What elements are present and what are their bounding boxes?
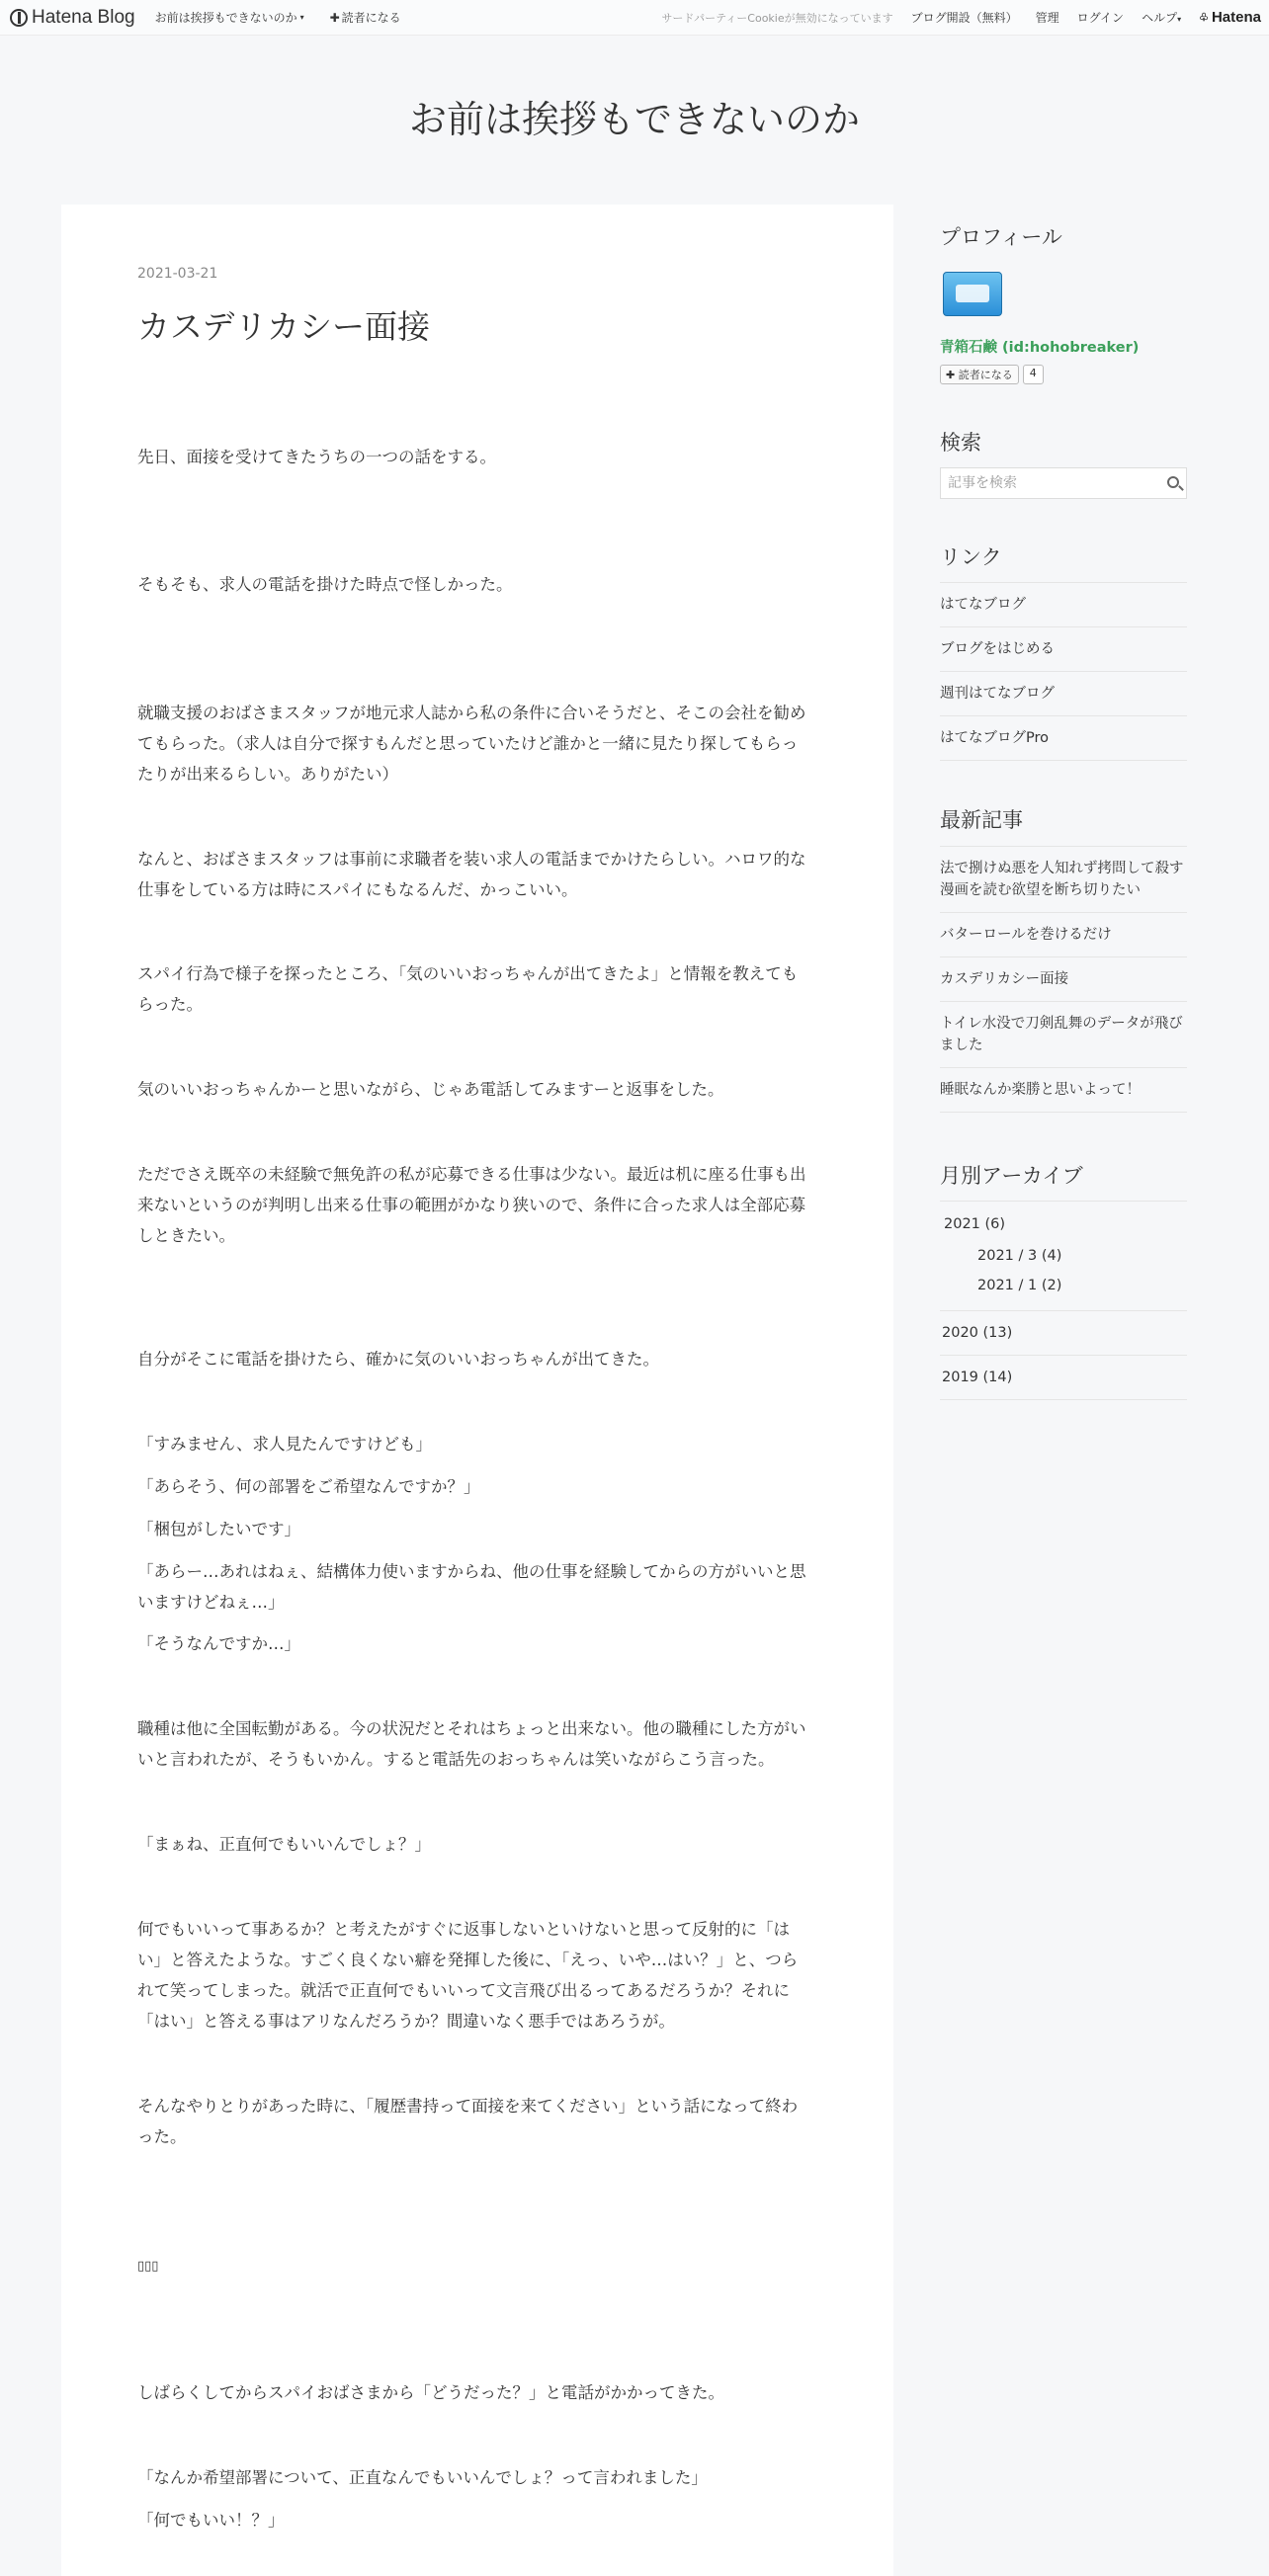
archive-month[interactable]: 2021 / 1 (2) (977, 1278, 1062, 1293)
hatena-bird-icon: ♧ (1199, 12, 1209, 24)
archive-heading: 月別アーカイブ (940, 1164, 1083, 1188)
entry-date[interactable]: 2021-03-21 (137, 266, 218, 282)
recent-entry[interactable]: トイレ水没で刀剣乱舞のデータが飛びました (940, 1002, 1187, 1068)
recent-entry[interactable]: 法で捌けぬ悪を人知れず拷問して殺す漫画を読む欲望を断ち切りたい (940, 847, 1187, 913)
search-box (940, 467, 1187, 499)
hatena-logo-icon (10, 9, 28, 27)
link-item[interactable]: ブログをはじめる (940, 627, 1187, 672)
caret-down-icon: ▾ (299, 13, 304, 22)
archive-year-label: 2021 (6) (944, 1216, 1006, 1232)
recent-heading: 最新記事 (940, 808, 1023, 832)
subscribe-text: 読者になる (341, 11, 401, 25)
paragraph: 何でもいいって事あるか？と考えたがすぐに返事しないといけないと思って反射的に「はい」と答えたような。すごく良くない癖を発揮した後に、「えっ、いや…はい？」と、つられて笑ってしまった。就活で正直何でもいいって文言飛び出るってあるだろうか？それに「はい」と答える事はアリなんだろうか？間違いなく悪手ではあろうが。 (137, 1920, 799, 2031)
archive-months (940, 1241, 1187, 1300)
paragraph: なんと、おばさまスタッフは事前に求職者を装い求人の電話までかけたらしい。ハロワ的な仕事をしている方は時にスパイにもなるんだ、かっこいい。 (137, 850, 806, 899)
paragraph: ただでさえ既卒の未経験で無免許の私が応募できる仕事は少ない。最近は机に座る仕事も出来ないというのが判明し出来る仕事の範囲がかなり狭いので、条件に合った求人は全部応募しときたい。 (137, 1165, 806, 1245)
archive-month[interactable]: 2021 / 3 (4) (977, 1248, 1062, 1264)
links-heading: リンク (940, 545, 1002, 569)
login-link[interactable]: ログイン (1076, 11, 1125, 25)
archive-year-2021[interactable] (940, 1202, 1187, 1311)
help-menu[interactable] (1142, 9, 1181, 26)
dialogue-line: 「あらー…あれはねぇ、結構体力使いますからね、他の仕事を経験してからの方がいいと思いますけどねぇ…」 (137, 1562, 806, 1612)
paragraph: しばらくしてからスパイおばさまから「どうだった？」と電話がかかってきた。 (137, 2383, 724, 2402)
dialogue-line: 「すみません、求人見たんですけども」 (137, 1435, 432, 1454)
blog-title[interactable]: お前は挨拶もできないのか (408, 98, 860, 141)
subscribe-button[interactable]: ✚ 読者になる (940, 365, 1019, 384)
admin-link[interactable]: 管理 (1035, 11, 1059, 25)
dialogue-line: 「まぁね、正直何でもいいんでしょ？」 (137, 1835, 431, 1854)
profile-heading: プロフィール (940, 225, 1062, 249)
search-input[interactable] (941, 468, 1148, 498)
link-item[interactable]: はてなブログPro (940, 716, 1187, 761)
archive-year-2019[interactable] (940, 1356, 1187, 1400)
plus-icon: ✚ (329, 10, 340, 25)
recent-list (940, 846, 1187, 1113)
dialogue-line: 「何でもいい！？」 (137, 2511, 285, 2530)
open-blog-link[interactable]: ブログ開設（無料） (910, 11, 1018, 25)
dialogue-line: 「なんか希望部署について、正直なんでもいいんでしょ？って言われました」 (137, 2468, 708, 2487)
recent-entry[interactable]: 睡眠なんか楽勝と思いよって！ (940, 1068, 1187, 1113)
avatar[interactable] (943, 272, 1002, 316)
search-heading: 検索 (940, 431, 981, 455)
caret-down-icon: ▾ (1177, 15, 1182, 24)
entry-title[interactable]: カスデリカシー面接 (137, 307, 431, 346)
blog-name-text: お前は挨拶もできないのか (154, 11, 297, 25)
paragraph: 職種は他に全国転勤がある。今の状況だとそれはちょっと出来ない。他の職種にした方がいいと言われたが、そうもいかん。すると電話先のおっちゃんは笑いながらこう言った。 (137, 1719, 806, 1769)
paragraph: そんなやりとりがあった時に、「履歴書持って面接を来てください」という話になって終わった。 (137, 2097, 799, 2146)
subscribe-widget (940, 365, 1044, 384)
links-list (940, 582, 1187, 761)
subscribe-button-label: 読者になる (958, 369, 1013, 381)
separator-glyphs: ▯▯▯ (137, 2259, 159, 2274)
recent-entry[interactable]: カスデリカシー面接 (940, 957, 1187, 1002)
subscriber-count[interactable]: 4 (1023, 365, 1044, 384)
hatena-logo[interactable] (1199, 9, 1261, 26)
article-card (61, 205, 893, 2576)
paragraph: 気のいいおっちゃんかーと思いながら、じゃあ電話してみますーと返事をした。 (137, 1080, 724, 1099)
logo-text: Hatena Blog (32, 6, 135, 28)
dialogue-line: 「あらそう、何の部署をご希望なんですか？」 (137, 1477, 480, 1496)
paragraph: 就職支援のおばさまスタッフが地元求人誌から私の条件に合いそうだと、そこの会社を勧めてもらった。（求人は自分で探すもんだと思っていたけど誰かと一緒に見たり探してもらったりが出来るらしい。ありがたい） (137, 704, 806, 784)
dialogue-line: 「そうなんですか…」 (137, 1634, 300, 1653)
link-item[interactable]: はてなブログ (940, 583, 1187, 627)
archive-year-label: 2019 (14) (942, 1370, 1013, 1385)
global-header (0, 0, 1269, 36)
profile-name-link[interactable]: 青箱石鹸 (id:hohobreaker) (940, 340, 1140, 356)
hatena-text: Hatena (1211, 9, 1261, 26)
paragraph: そもそも、求人の電話を掛けた時点で怪しかった。 (137, 575, 513, 594)
archive-year-label: 2020 (13) (942, 1325, 1013, 1341)
archive-year-2020[interactable] (940, 1311, 1187, 1356)
dialogue-line: 「梱包がしたいです」 (137, 1520, 300, 1538)
subscribe-link[interactable] (330, 9, 401, 26)
entry-header (137, 266, 811, 348)
recent-entry[interactable]: バターロールを巻けるだけ (940, 913, 1187, 957)
cookie-notice[interactable]: サードパーティーCookieが無効になっています (661, 11, 893, 25)
paragraph: 自分がそこに電話を掛けたら、確かに気のいいおっちゃんが出てきた。 (137, 1350, 659, 1369)
paragraph: スパイ行為で様子を探ったところ、「気のいいおっちゃんが出てきたよ」と情報を教えてもらった。 (137, 964, 799, 1014)
hatena-blog-logo[interactable] (10, 7, 135, 29)
header-right (661, 9, 1261, 26)
blog-name-menu[interactable] (155, 9, 304, 26)
link-item[interactable]: 週刊はてなブログ (940, 672, 1187, 716)
search-icon[interactable] (1167, 476, 1179, 488)
help-text: ヘルプ (1142, 11, 1178, 25)
archive-list (940, 1201, 1187, 1400)
paragraph: 先日、面接を受けてきたうちの一つの話をする。 (137, 448, 496, 466)
